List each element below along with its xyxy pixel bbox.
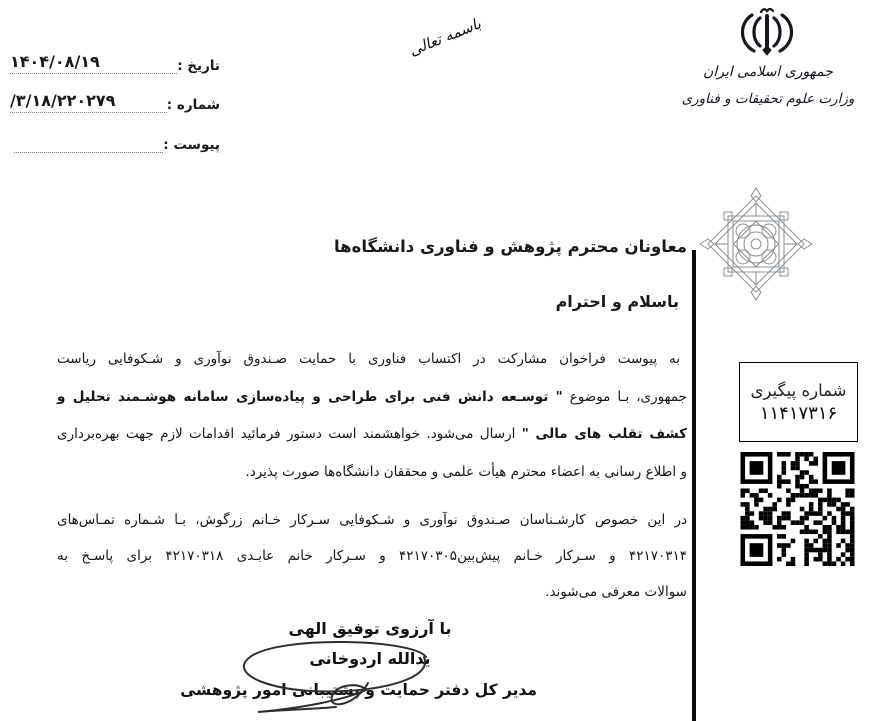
p1-line4-text: و اطلاع رسانی به اعضاء محترم هیأت علمی و محققان دانشگاه‌ها صورت پذیرد. [245,463,687,480]
p1-line4 [57,454,687,492]
tracking-number: ۱۱۴۱۷۳۱۶ [759,402,838,424]
qr-code-icon [737,452,858,566]
paragraph-2 [57,502,687,610]
meta-block [10,52,222,170]
p1-line3: کشف تقلب های مالی " ارسال می‌شود. خواهشمند است دستور فرمائید اقدامات لازم جهت بهره‌برداری [57,426,688,442]
iran-emblem-icon [732,6,804,58]
p2-line2: ۴۲۱۷۰۳۱۴ و سـرکار خـانم پیش‌بین۴۲۱۷۰۳۰۵ و سـرکار خانم عابـدی ۴۲۱۷۰۳۱۸ برای پاسـخ به [57,548,687,564]
date-label: تاریخ : [177,58,220,74]
signature-blessing: با آرزوی توفیق الهی [288,619,452,638]
bismillah-text: باسمه تعالی [406,14,484,60]
date-row [10,52,222,74]
tracking-box [739,362,858,442]
number-row [10,91,222,113]
letterhead-country: جمهوری اسلامی ایران [703,64,833,80]
attachment-label: پیوست : [163,137,220,153]
letterhead [668,6,868,107]
p1-line1 [57,341,687,379]
tracking-label: شماره پیگیری [750,380,847,400]
signature-block [180,619,537,699]
p1-line2: جمهوری، بـا موضوع " توسـعه دانش فنی برای طراحی و پیاده‌سازی سامانه هوشـمند تحلیل و [57,388,687,405]
salutation: باسلام و احترام [555,292,679,311]
signature-title: مدیر کل دفتر حمایت و پشتیبانی امور پژوهشی [180,681,537,699]
p1-line1-text: به پیوست فراخوان مشارکت در اکتساب فناوری با حمایت صـندوق نوآوری و شـکوفایی ریاست [57,351,680,367]
p2-line1: در این خصوص کارشـناسان صـندوق نوآوری و شـکوفایی سـرکار خـانم زرگوش، بـا شـماره تمـاس‌های [57,512,687,528]
attachment-blank-line [14,139,163,153]
number-value: /۳/۱۸/۲۲۰۲۷۹ [10,91,167,113]
number-label: شماره : [166,97,220,113]
date-value: ۱۴۰۴/۰۸/۱۹ [10,52,177,74]
islimi-medallion-icon [698,186,814,302]
letterhead-ministry: وزارت علوم تحقیقات و فناوری [681,91,855,107]
attachment-row [10,137,222,153]
p1-line2-text: جمهوری، بـا موضوع [562,388,687,405]
paragraph-1 [57,341,687,491]
recipient-heading: معاونان محترم پژوهش و فناوری دانشگاه‌ها [333,237,687,256]
p2-line3: سوالات معرفی می‌شوند. [545,584,687,600]
signature-name: یدالله اردوخانی [309,649,431,668]
margin-rule [692,250,696,721]
